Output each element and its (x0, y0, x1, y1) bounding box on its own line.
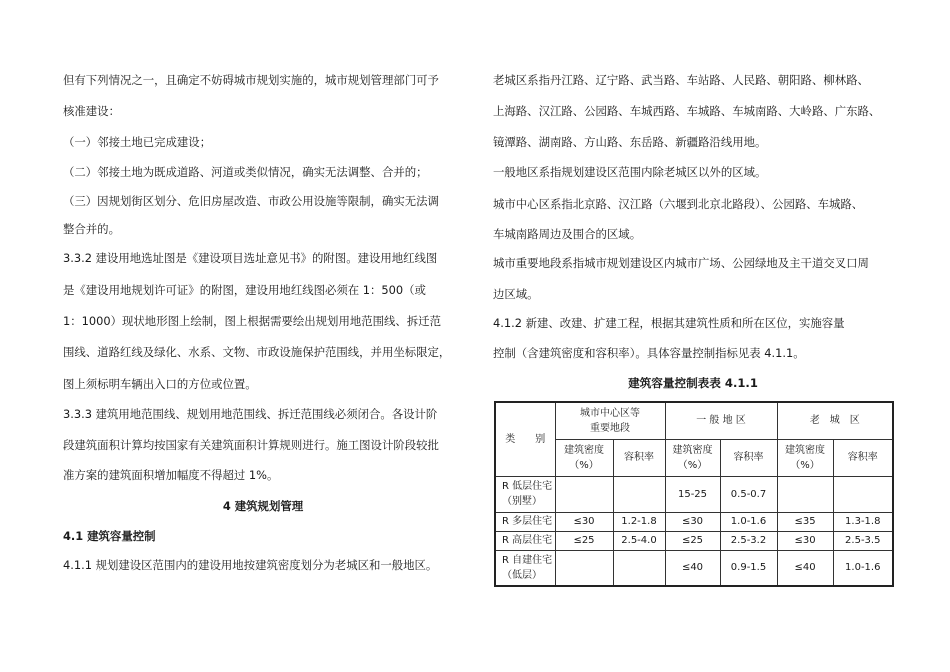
far-header: 容积率 (613, 439, 665, 476)
left-line-4: （二）邻接土地为既成道路、河道或类似情况，确实无法调整、合并的； (63, 165, 428, 179)
table-cell: 2.5-4.0 (613, 531, 665, 550)
table-header-row-2 (495, 439, 893, 476)
table-cell: ≤30 (665, 512, 720, 531)
left-line-13: 段建筑面积计算均按国家有关建筑面积计算规则进行。施工图设计阶段较批 (63, 438, 439, 452)
chapter-title: 4 建筑规划管理 (222, 499, 304, 513)
left-line-1: 但有下列情况之一，且确定不妨碍城市规划实施的，城市规划管理部门可予 (63, 73, 439, 87)
table-cell: ≤25 (555, 531, 613, 550)
group-header-general-area: 一 般 地 区 (665, 402, 777, 439)
left-line-3: （一）邻接土地已完成建设； (63, 135, 212, 149)
right-line-9: 4.1.2 新建、改建、扩建工程，根据其建筑性质和所在区位，实施容量 (493, 316, 845, 330)
table-cell: ≤25 (665, 531, 720, 550)
table-cell (555, 476, 613, 512)
table-cell: ≤30 (555, 512, 613, 531)
table-cell: ≤30 (777, 531, 833, 550)
left-line-5: （三）因规划街区划分、危旧房屋改造、市政公用设施等限制，确实无法调 (63, 194, 439, 208)
left-line-12: 3.3.3 建筑用地范围线、规划用地范围线、拆迁范围线必须闭合。各设计阶 (63, 407, 438, 421)
table-cell: ≤40 (665, 550, 720, 586)
table-row (495, 550, 893, 586)
right-line-1: 老城区系指丹江路、辽宁路、武当路、车站路、人民路、朝阳路、柳林路、 (493, 73, 869, 87)
density-header: 建筑密度 （%） (777, 439, 833, 476)
left-line-14: 准方案的建筑面积增加幅度不得超过 1%。 (63, 468, 279, 482)
far-header: 容积率 (720, 439, 777, 476)
table-cell (833, 476, 893, 512)
left-line-2: 核准建设： (63, 104, 120, 118)
right-line-7: 城市重要地段系指城市规划建设区内城市广场、公园绿地及主干道交叉口周 (493, 256, 869, 270)
right-line-3: 镜潭路、湖南路、方山路、东岳路、新疆路沿线用地。 (493, 135, 767, 149)
right-line-6: 车城南路周边及围合的区域。 (493, 227, 642, 241)
table-cell (613, 550, 665, 586)
table-caption: 建筑容量控制表表 4.1.1 (628, 376, 758, 390)
capacity-control-table (494, 401, 894, 587)
left-line-8: 是《建设用地规划许可证》的附图，建设用地红线图必须在 1：500（或 (63, 283, 426, 297)
right-line-5: 城市中心区系指北京路、汉江路（六堰到北京北路段）、公园路、车城路、 (493, 197, 864, 211)
table-cell: 0.5-0.7 (720, 476, 777, 512)
left-line-6: 整合并的。 (63, 222, 120, 236)
type-header: 类 别 (495, 402, 555, 476)
table-cell: ≤35 (777, 512, 833, 531)
table-cell: 0.9-1.5 (720, 550, 777, 586)
table-cell: 1.2-1.8 (613, 512, 665, 531)
table-cell (555, 550, 613, 586)
left-line-10: 围线、道路红线及绿化、水系、文物、市政设施保护范围线，并用坐标限定， (63, 345, 451, 359)
right-line-8: 边区域。 (493, 287, 539, 301)
left-line-last: 4.1.1 规划建设区范围内的建设用地按建筑密度划分为老城区和一般地区。 (63, 558, 438, 572)
density-header: 建筑密度 （%） (665, 439, 720, 476)
table-cell: 1.0-1.6 (720, 512, 777, 531)
table-cell: 2.5-3.5 (833, 531, 893, 550)
far-header: 容积率 (833, 439, 893, 476)
left-line-11: 图上须标明车辆出入口的方位或位置。 (63, 377, 257, 391)
group-header-city-center: 城市中心区等 重要地段 (555, 402, 665, 439)
right-line-4: 一般地区系指规划建设区范围内除老城区以外的区域。 (493, 165, 767, 179)
density-header: 建筑密度 （%） (555, 439, 613, 476)
table-row (495, 531, 893, 550)
table-cell (777, 476, 833, 512)
group-header-old-city: 老 城 区 (777, 402, 893, 439)
row-label: R 高层住宅 (495, 531, 555, 550)
table-row (495, 476, 893, 512)
right-line-10: 控制（含建筑密度和容积率）。具体容量控制指标见表 4.1.1。 (493, 346, 805, 360)
table-cell: 2.5-3.2 (720, 531, 777, 550)
table-row (495, 512, 893, 531)
table-cell: ≤40 (777, 550, 833, 586)
table-cell: 1.0-1.6 (833, 550, 893, 586)
right-line-2: 上海路、汉江路、公园路、车城西路、车城路、车城南路、大岭路、广东路、 (493, 104, 881, 118)
row-label: R 多层住宅 (495, 512, 555, 531)
row-label: R 低层住宅 （别墅） (495, 476, 555, 512)
left-line-9: 1：1000）现状地形图上绘制，图上根据需要绘出规划用地范围线、拆迁范 (63, 314, 441, 328)
table-cell: 1.3-1.8 (833, 512, 893, 531)
section-title: 4.1 建筑容量控制 (63, 529, 156, 543)
table-cell (613, 476, 665, 512)
table-header-row-1 (495, 402, 893, 439)
table-cell: 15-25 (665, 476, 720, 512)
row-label: R 自建住宅 （低层） (495, 550, 555, 586)
left-line-7: 3.3.2 建设用地选址图是《建设项目选址意见书》的附图。建设用地红线图 (63, 251, 438, 265)
